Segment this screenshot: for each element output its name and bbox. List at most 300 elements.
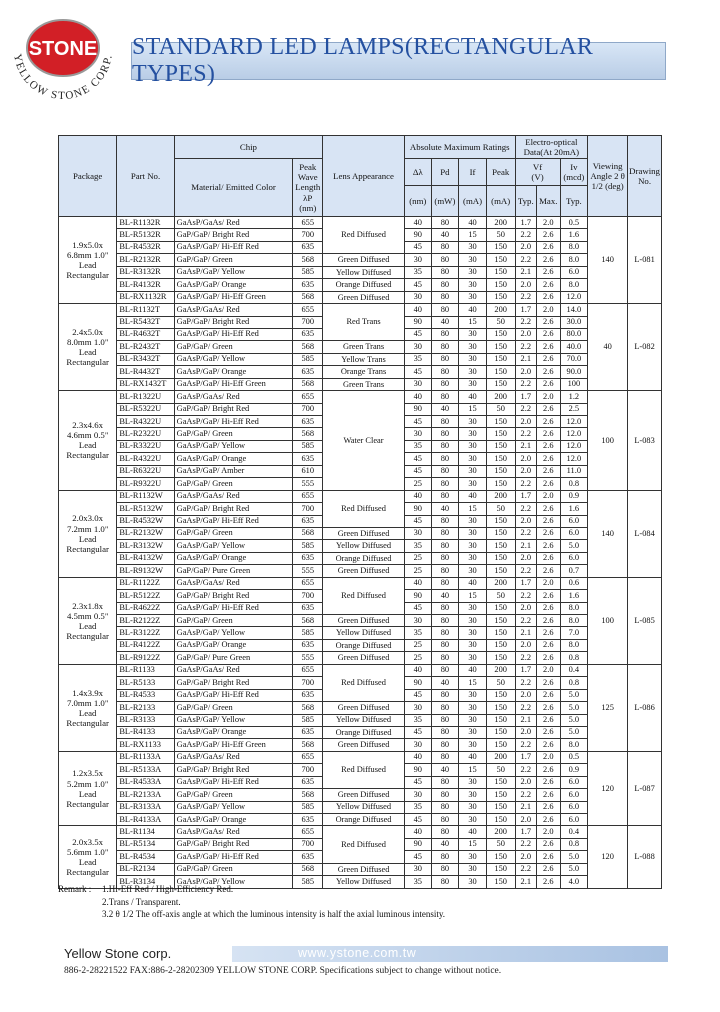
iv-typ-cell: 0.4: [560, 664, 588, 676]
pd-cell: 80: [431, 851, 459, 863]
part-no-cell: BL-R1132W: [117, 490, 174, 502]
vf-typ-cell: 1.7: [515, 664, 536, 676]
iv-typ-cell: 30.0: [560, 316, 588, 328]
package-cell: 2.4x5.0x 8.0mm 1.0" Lead Rectangular: [59, 304, 117, 391]
part-no-cell: BL-R6322U: [117, 465, 174, 477]
material-cell: GaAsP/GaP/ Yellow: [174, 714, 293, 726]
part-no-cell: BL-R9322U: [117, 478, 174, 490]
part-no-cell: BL-R5133A: [117, 764, 174, 776]
delta-lambda-cell: 90: [405, 590, 432, 602]
vf-max-cell: 2.6: [537, 639, 561, 651]
peak-cell: 50: [486, 838, 515, 850]
part-no-cell: BL-R1322U: [117, 391, 174, 403]
if-cell: 30: [459, 702, 487, 714]
vf-max-cell: 2.0: [537, 577, 561, 589]
if-cell: 40: [459, 391, 487, 403]
pd-cell: 80: [431, 428, 459, 440]
header-viewing-angle: Viewing Angle 2 θ 1/2 (deg): [588, 136, 628, 217]
part-no-cell: BL-R4122Z: [117, 639, 174, 651]
if-cell: 30: [459, 453, 487, 465]
viewing-angle-cell: 100: [588, 391, 628, 491]
pd-cell: 40: [431, 229, 459, 241]
if-cell: 30: [459, 416, 487, 428]
material-cell: GaP/GaP/ Bright Red: [174, 677, 293, 689]
table-row: [59, 378, 662, 390]
iv-typ-cell: 6.0: [560, 801, 588, 813]
remark-line-3: 3.2 θ 1/2 The off-axis angle at which the luminous intensity is half the axial luminous intensity.: [102, 909, 446, 919]
lens-cell: Orange Diffused: [323, 279, 405, 291]
material-cell: GaAsP/GaP/ Orange: [174, 726, 293, 738]
material-cell: GaP/GaP/ Pure Green: [174, 565, 293, 577]
vf-typ-cell: 2.2: [515, 789, 536, 801]
material-cell: GaAsP/GaAs/ Red: [174, 304, 293, 316]
pd-cell: 80: [431, 801, 459, 813]
iv-typ-cell: 7.0: [560, 627, 588, 639]
pd-cell: 80: [431, 478, 459, 490]
drawing-no-cell: L-088: [628, 826, 662, 888]
delta-lambda-cell: 35: [405, 353, 432, 365]
peak-cell: 150: [486, 863, 515, 875]
header-unit-ma-peak: (mA): [486, 186, 515, 217]
package-cell: 1.2x3.5x 5.2mm 1.0" Lead Rectangular: [59, 751, 117, 826]
delta-lambda-cell: 30: [405, 789, 432, 801]
material-cell: GaAsP/GaP/ Hi-Eff Red: [174, 328, 293, 340]
iv-typ-cell: 11.0: [560, 465, 588, 477]
table-row: [59, 814, 662, 826]
peak-wave-cell: 585: [293, 440, 323, 452]
peak-cell: 50: [486, 403, 515, 415]
table-row: [59, 540, 662, 552]
peak-cell: 150: [486, 353, 515, 365]
lens-cell: Orange Trans: [323, 366, 405, 378]
peak-wave-cell: 585: [293, 627, 323, 639]
peak-wave-cell: 585: [293, 540, 323, 552]
delta-lambda-cell: 40: [405, 304, 432, 316]
delta-lambda-cell: 40: [405, 391, 432, 403]
header-iv: Iv (mcd): [560, 159, 588, 186]
if-cell: 30: [459, 254, 487, 266]
part-no-cell: BL-R2133: [117, 702, 174, 714]
material-cell: GaAsP/GaAs/ Red: [174, 664, 293, 676]
if-cell: 30: [459, 291, 487, 303]
vf-typ-cell: 2.2: [515, 229, 536, 241]
material-cell: GaP/GaP/ Green: [174, 527, 293, 539]
vf-typ-cell: 1.7: [515, 751, 536, 763]
material-cell: GaAsP/GaP/ Orange: [174, 366, 293, 378]
material-cell: GaP/GaP/ Bright Red: [174, 403, 293, 415]
if-cell: 30: [459, 627, 487, 639]
pd-cell: 80: [431, 702, 459, 714]
peak-cell: 150: [486, 739, 515, 751]
iv-typ-cell: 6.0: [560, 776, 588, 788]
pd-cell: 80: [431, 615, 459, 627]
iv-typ-cell: 1.6: [560, 229, 588, 241]
pd-cell: 40: [431, 503, 459, 515]
peak-wave-cell: 700: [293, 677, 323, 689]
header-package: Package: [59, 136, 117, 217]
delta-lambda-cell: 45: [405, 453, 432, 465]
part-no-cell: BL-R4133: [117, 726, 174, 738]
peak-cell: 150: [486, 615, 515, 627]
pd-cell: 80: [431, 279, 459, 291]
vf-max-cell: 2.6: [537, 565, 561, 577]
pd-cell: 80: [431, 602, 459, 614]
vf-typ-cell: 2.0: [515, 726, 536, 738]
lens-cell: Yellow Diffused: [323, 801, 405, 813]
table-row: [59, 353, 662, 365]
viewing-angle-cell: 100: [588, 577, 628, 664]
part-no-cell: BL-R4322U: [117, 453, 174, 465]
delta-lambda-cell: 45: [405, 776, 432, 788]
peak-wave-cell: 635: [293, 689, 323, 701]
material-cell: GaAsP/GaP/ Orange: [174, 552, 293, 564]
footer-contact: 886-2-28221522 FAX:886-2-28202309 YELLOW STONE CORP. Specifications subject to change without notice.: [64, 966, 502, 976]
iv-typ-cell: 6.0: [560, 266, 588, 278]
package-cell: 1.4x3.9x 7.0mm 1.0" Lead Rectangular: [59, 664, 117, 751]
pd-cell: 80: [431, 366, 459, 378]
delta-lambda-cell: 40: [405, 217, 432, 229]
part-no-cell: BL-R1132T: [117, 304, 174, 316]
part-no-cell: BL-R3134: [117, 876, 174, 888]
vf-max-cell: 2.0: [537, 391, 561, 403]
delta-lambda-cell: 45: [405, 241, 432, 253]
material-cell: GaP/GaP/ Bright Red: [174, 503, 293, 515]
delta-lambda-cell: 90: [405, 403, 432, 415]
pd-cell: 80: [431, 652, 459, 664]
part-no-cell: BL-R4622Z: [117, 602, 174, 614]
material-cell: GaAsP/GaP/ Hi-Eff Red: [174, 851, 293, 863]
peak-cell: 150: [486, 465, 515, 477]
vf-typ-cell: 2.0: [515, 851, 536, 863]
lens-cell: Yellow Trans: [323, 353, 405, 365]
material-cell: GaAsP/GaP/ Hi-Eff Red: [174, 689, 293, 701]
delta-lambda-cell: 90: [405, 229, 432, 241]
peak-wave-cell: 610: [293, 465, 323, 477]
peak-wave-cell: 568: [293, 254, 323, 266]
iv-typ-cell: 70.0: [560, 353, 588, 365]
vf-typ-cell: 2.0: [515, 552, 536, 564]
peak-wave-cell: 700: [293, 764, 323, 776]
iv-typ-cell: 5.0: [560, 851, 588, 863]
material-cell: GaAsP/GaP/ Hi-Eff Green: [174, 739, 293, 751]
lens-cell: Yellow Diffused: [323, 627, 405, 639]
if-cell: 40: [459, 664, 487, 676]
if-cell: 30: [459, 863, 487, 875]
vf-typ-cell: 2.2: [515, 565, 536, 577]
peak-cell: 150: [486, 378, 515, 390]
if-cell: 40: [459, 217, 487, 229]
part-no-cell: BL-R2322U: [117, 428, 174, 440]
table-row: [59, 291, 662, 303]
peak-cell: 150: [486, 814, 515, 826]
pd-cell: 80: [431, 577, 459, 589]
delta-lambda-cell: 30: [405, 739, 432, 751]
peak-wave-cell: 635: [293, 639, 323, 651]
pd-cell: 80: [431, 328, 459, 340]
drawing-no-cell: L-081: [628, 217, 662, 304]
material-cell: GaAsP/GaAs/ Red: [174, 577, 293, 589]
if-cell: 30: [459, 353, 487, 365]
material-cell: GaAsP/GaAs/ Red: [174, 391, 293, 403]
peak-wave-cell: 700: [293, 316, 323, 328]
delta-lambda-cell: 90: [405, 677, 432, 689]
delta-lambda-cell: 35: [405, 714, 432, 726]
vf-max-cell: 2.6: [537, 428, 561, 440]
lens-cell: Green Diffused: [323, 291, 405, 303]
header-vf-max: Max.: [537, 186, 561, 217]
vf-typ-cell: 2.2: [515, 503, 536, 515]
if-cell: 30: [459, 552, 487, 564]
peak-cell: 150: [486, 416, 515, 428]
part-no-cell: BL-R4132W: [117, 552, 174, 564]
lens-cell: Orange Diffused: [323, 552, 405, 564]
peak-cell: 200: [486, 826, 515, 838]
peak-cell: 150: [486, 726, 515, 738]
lens-cell: Orange Diffused: [323, 814, 405, 826]
vf-max-cell: 2.6: [537, 764, 561, 776]
delta-lambda-cell: 30: [405, 341, 432, 353]
delta-lambda-cell: 90: [405, 316, 432, 328]
vf-typ-cell: 2.2: [515, 838, 536, 850]
peak-wave-cell: 568: [293, 527, 323, 539]
peak-wave-cell: 568: [293, 863, 323, 875]
pd-cell: 80: [431, 453, 459, 465]
iv-typ-cell: 12.0: [560, 453, 588, 465]
peak-cell: 50: [486, 764, 515, 776]
peak-cell: 200: [486, 490, 515, 502]
if-cell: 15: [459, 677, 487, 689]
vf-typ-cell: 2.2: [515, 702, 536, 714]
delta-lambda-cell: 25: [405, 478, 432, 490]
viewing-angle-cell: 120: [588, 751, 628, 826]
if-cell: 30: [459, 478, 487, 490]
material-cell: GaAsP/GaP/ Orange: [174, 639, 293, 651]
remark-line-2: 2.Trans / Transparent.: [102, 896, 181, 907]
peak-wave-cell: 635: [293, 366, 323, 378]
peak-wave-cell: 585: [293, 353, 323, 365]
part-no-cell: BL-R3133A: [117, 801, 174, 813]
peak-wave-cell: 635: [293, 552, 323, 564]
pd-cell: 80: [431, 241, 459, 253]
peak-wave-cell: 555: [293, 565, 323, 577]
delta-lambda-cell: 25: [405, 652, 432, 664]
pd-cell: 80: [431, 440, 459, 452]
table-row: [59, 615, 662, 627]
part-no-cell: BL-R1132R: [117, 217, 174, 229]
material-cell: GaP/GaP/ Green: [174, 428, 293, 440]
iv-typ-cell: 6.0: [560, 527, 588, 539]
lens-cell: Green Diffused: [323, 565, 405, 577]
delta-lambda-cell: 45: [405, 465, 432, 477]
pd-cell: 80: [431, 527, 459, 539]
vf-max-cell: 2.6: [537, 876, 561, 888]
part-no-cell: BL-R5132R: [117, 229, 174, 241]
iv-typ-cell: 4.0: [560, 876, 588, 888]
material-cell: GaAsP/GaP/ Yellow: [174, 801, 293, 813]
table-row: [59, 652, 662, 664]
vf-max-cell: 2.6: [537, 540, 561, 552]
delta-lambda-cell: 90: [405, 838, 432, 850]
package-cell: 2.3x1.8x 4.5mm 0.5" Lead Rectangular: [59, 577, 117, 664]
delta-lambda-cell: 40: [405, 826, 432, 838]
delta-lambda-cell: 40: [405, 664, 432, 676]
vf-max-cell: 2.6: [537, 689, 561, 701]
vf-typ-cell: 1.7: [515, 391, 536, 403]
material-cell: GaAsP/GaP/ Yellow: [174, 876, 293, 888]
lens-cell: Red Diffused: [323, 664, 405, 701]
lens-cell: Green Trans: [323, 341, 405, 353]
peak-wave-cell: 568: [293, 615, 323, 627]
peak-wave-cell: 635: [293, 726, 323, 738]
material-cell: GaP/GaP/ Bright Red: [174, 316, 293, 328]
delta-lambda-cell: 90: [405, 503, 432, 515]
vf-typ-cell: 1.7: [515, 304, 536, 316]
vf-max-cell: 2.0: [537, 304, 561, 316]
peak-wave-cell: 655: [293, 217, 323, 229]
iv-typ-cell: 5.0: [560, 689, 588, 701]
lens-cell: Red Diffused: [323, 751, 405, 788]
peak-wave-cell: 568: [293, 739, 323, 751]
peak-cell: 150: [486, 241, 515, 253]
table-row: [59, 552, 662, 564]
delta-lambda-cell: 45: [405, 328, 432, 340]
table-row: [59, 789, 662, 801]
part-no-cell: BL-R1122Z: [117, 577, 174, 589]
vf-typ-cell: 2.0: [515, 366, 536, 378]
iv-typ-cell: 12.0: [560, 440, 588, 452]
iv-typ-cell: 8.0: [560, 254, 588, 266]
footer-url[interactable]: www.ystone.com.tw: [298, 946, 417, 960]
if-cell: 40: [459, 826, 487, 838]
part-no-cell: BL-R3322U: [117, 440, 174, 452]
peak-cell: 150: [486, 540, 515, 552]
material-cell: GaP/GaP/ Green: [174, 254, 293, 266]
vf-typ-cell: 2.0: [515, 639, 536, 651]
header-drawing: Drawing No.: [628, 136, 662, 217]
part-no-cell: BL-R2133A: [117, 789, 174, 801]
iv-typ-cell: 6.0: [560, 552, 588, 564]
remarks: [58, 883, 668, 921]
part-no-cell: BL-R4532R: [117, 241, 174, 253]
peak-wave-cell: 568: [293, 428, 323, 440]
header-lens: Lens Appearance: [323, 136, 405, 217]
viewing-angle-cell: 140: [588, 217, 628, 304]
drawing-no-cell: L-083: [628, 391, 662, 491]
table-row: [59, 664, 662, 676]
peak-wave-cell: 568: [293, 291, 323, 303]
peak-cell: 150: [486, 428, 515, 440]
peak-cell: 200: [486, 304, 515, 316]
part-no-cell: BL-R2132R: [117, 254, 174, 266]
peak-wave-cell: 635: [293, 602, 323, 614]
pd-cell: 80: [431, 391, 459, 403]
vf-typ-cell: 2.1: [515, 540, 536, 552]
lens-cell: Green Diffused: [323, 702, 405, 714]
vf-max-cell: 2.6: [537, 714, 561, 726]
logo-center-text: STONE: [28, 38, 98, 60]
part-no-cell: BL-R4132R: [117, 279, 174, 291]
iv-typ-cell: 6.0: [560, 814, 588, 826]
part-no-cell: BL-R3432T: [117, 353, 174, 365]
peak-wave-cell: 700: [293, 229, 323, 241]
iv-typ-cell: 0.9: [560, 764, 588, 776]
table-row: [59, 863, 662, 875]
vf-max-cell: 2.6: [537, 341, 561, 353]
material-cell: GaAsP/GaP/ Hi-Eff Red: [174, 602, 293, 614]
peak-cell: 150: [486, 328, 515, 340]
vf-typ-cell: 2.2: [515, 590, 536, 602]
vf-typ-cell: 2.1: [515, 876, 536, 888]
material-cell: GaP/GaP/ Bright Red: [174, 590, 293, 602]
peak-wave-cell: 568: [293, 341, 323, 353]
material-cell: GaP/GaP/ Bright Red: [174, 229, 293, 241]
pd-cell: 40: [431, 838, 459, 850]
peak-wave-cell: 700: [293, 503, 323, 515]
if-cell: 40: [459, 751, 487, 763]
iv-typ-cell: 8.0: [560, 241, 588, 253]
if-cell: 30: [459, 776, 487, 788]
peak-cell: 200: [486, 751, 515, 763]
material-cell: GaP/GaP/ Green: [174, 341, 293, 353]
pd-cell: 80: [431, 465, 459, 477]
vf-typ-cell: 2.1: [515, 353, 536, 365]
if-cell: 30: [459, 440, 487, 452]
vf-typ-cell: 2.0: [515, 416, 536, 428]
lens-cell: Red Diffused: [323, 217, 405, 254]
if-cell: 30: [459, 726, 487, 738]
iv-typ-cell: 12.0: [560, 291, 588, 303]
pd-cell: 80: [431, 540, 459, 552]
vf-max-cell: 2.6: [537, 366, 561, 378]
part-no-cell: BL-R3122Z: [117, 627, 174, 639]
header-peak: Peak: [486, 159, 515, 186]
part-no-cell: BL-R3132W: [117, 540, 174, 552]
peak-cell: 150: [486, 714, 515, 726]
peak-wave-cell: 635: [293, 851, 323, 863]
table-body: [59, 217, 662, 889]
vf-typ-cell: 2.2: [515, 527, 536, 539]
vf-max-cell: 2.6: [537, 739, 561, 751]
vf-max-cell: 2.6: [537, 702, 561, 714]
delta-lambda-cell: 35: [405, 876, 432, 888]
iv-typ-cell: 0.7: [560, 565, 588, 577]
table-row: [59, 639, 662, 651]
if-cell: 15: [459, 316, 487, 328]
pd-cell: 80: [431, 814, 459, 826]
vf-typ-cell: 2.2: [515, 316, 536, 328]
part-no-cell: BL-R1134: [117, 826, 174, 838]
if-cell: 30: [459, 465, 487, 477]
table-row: [59, 254, 662, 266]
iv-typ-cell: 0.8: [560, 478, 588, 490]
iv-typ-cell: 0.5: [560, 217, 588, 229]
pd-cell: 80: [431, 789, 459, 801]
pd-cell: 80: [431, 751, 459, 763]
vf-max-cell: 2.6: [537, 527, 561, 539]
pd-cell: 80: [431, 291, 459, 303]
vf-typ-cell: 2.0: [515, 689, 536, 701]
material-cell: GaAsP/GaP/ Amber: [174, 465, 293, 477]
if-cell: 30: [459, 876, 487, 888]
delta-lambda-cell: 35: [405, 540, 432, 552]
peak-wave-cell: 568: [293, 378, 323, 390]
lens-cell: Yellow Diffused: [323, 876, 405, 888]
peak-wave-cell: 555: [293, 652, 323, 664]
if-cell: 30: [459, 652, 487, 664]
drawing-no-cell: L-082: [628, 304, 662, 391]
vf-typ-cell: 1.7: [515, 217, 536, 229]
if-cell: 30: [459, 615, 487, 627]
